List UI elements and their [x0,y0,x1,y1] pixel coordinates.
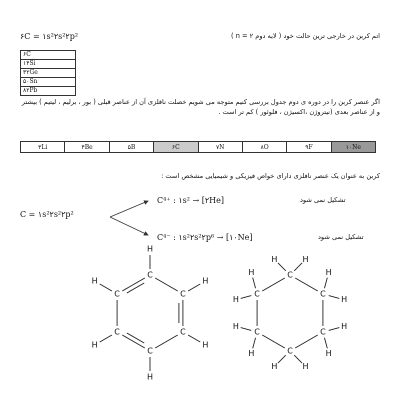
hydrogen-bond [329,328,340,331]
period-cell: ۹F [287,142,331,153]
cyclohexane-structure [233,255,347,371]
hydrogen-atom: H [202,340,209,350]
period-cell-highlight: ۶C [154,142,198,153]
carbon-atom: C [254,289,260,299]
hydrogen-bond [100,284,112,291]
group-table [20,50,76,96]
benzene-structure [92,245,209,382]
carbon-atom: C [320,289,326,299]
cation-note: تشکیل نمی شود [300,196,346,204]
hydrogen-bond [278,263,286,271]
carbon-atom: C [114,327,120,337]
arrow-up [110,201,148,217]
page-title: اتم کربن در خارجی ترین حالت خود ( لایه دوم ۲ = n ) [231,32,380,40]
period-cell-noble: ۱۰Ne [331,142,375,153]
carbon-formula: C = ۱s²۲s²۲p² [20,210,74,219]
group-cell: ۳۲Ge [21,69,76,78]
arrow-down [110,217,148,235]
group-cell: ۱۴Si [21,60,76,69]
hydrogen-atom: H [232,321,239,331]
hydrogen-atom: H [202,276,209,286]
hydrogen-bond [241,296,252,299]
period-table [20,141,376,153]
paragraph-properties: کربن به عنوان یک عنصر نافلزی دارای خواص فیزیکی و شیمیایی مشخص است : [161,172,380,180]
hydrogen-atom: H [91,276,98,286]
carbon-bond [295,335,318,348]
hydrogen-atom: H [248,268,255,278]
period-cell: ۵B [109,142,153,153]
hydrogen-bond [253,278,256,289]
carbon-bond [295,278,318,291]
hydrogen-atom: H [325,268,332,278]
carbon-bond [155,278,178,291]
carbon-atom: C [180,289,186,299]
hydrogen-bond [329,296,340,299]
double-bond [127,333,144,343]
carbon-atom: C [287,270,293,280]
hydrogen-atom: H [271,254,278,264]
hydrogen-atom: H [341,321,348,331]
hydrogen-bond [241,328,252,331]
hydrogen-bond [294,355,302,363]
hydrogen-atom: H [302,362,309,372]
hydrogen-bond [100,335,112,342]
carbon-atom: C [320,327,326,337]
molecule-structures [0,244,400,395]
group-cell: ۶C [21,51,76,60]
carbon-atom: C [147,346,153,356]
cation-formula: C⁴⁺ : ۱s² → [۲He] [157,196,224,205]
carbon-atom: C [254,327,260,337]
paragraph-nonmetal: اگر عنصر کربن را در دوره ی دوم جدول بررسی کنیم متوجه می شویم خصلت نافلزی آن از عناصر قبلی ( بور ، برلیم ، لیتیم ) بیشتر و از عناصر بعدی (نیتروژن ،اکسیژن ، فلوئور ) کم تر است . [21,98,380,116]
carbon-atom: C [287,346,293,356]
group-cell: ۸۲Pb [21,87,76,96]
hydrogen-atom: H [341,295,348,305]
hydrogen-atom: H [325,348,332,358]
group-cell: ۵۰Sn [21,78,76,87]
double-bond [127,283,144,293]
hydrogen-bond [253,338,256,349]
hydrogen-bond [188,284,200,291]
carbon-bond [262,335,285,348]
period-cell: ۳Li [21,142,65,153]
reaction-arrows [108,195,153,240]
hydrogen-bond [324,338,327,349]
hydrogen-atom: H [146,372,154,382]
carbon-bond [155,335,178,348]
hydrogen-bond [188,335,200,342]
period-cell: ۸O [242,142,286,153]
carbon-config: ۶C = ۱s²۲s²۲p² [20,32,79,41]
hydrogen-atom: H [271,362,278,372]
anion-note: تشکیل نمی شود [318,233,364,241]
hydrogen-atom: H [302,254,309,264]
carbon-atom: C [147,270,153,280]
hydrogen-bond [324,278,327,289]
hydrogen-bond [278,355,286,363]
hydrogen-bond [294,263,302,271]
carbon-atom: C [180,327,186,337]
hydrogen-atom: H [248,348,255,358]
hydrogen-atom: H [232,295,239,305]
hydrogen-atom: H [91,340,98,350]
hydrogen-atom: H [146,244,154,254]
period-cell: ۴Be [65,142,109,153]
carbon-bond [262,278,285,291]
period-cell: ۷N [198,142,242,153]
anion-formula: C⁴⁻ : ۱s²۲s²۲p⁶ → [۱۰Ne] [157,233,253,242]
carbon-atom: C [114,289,120,299]
